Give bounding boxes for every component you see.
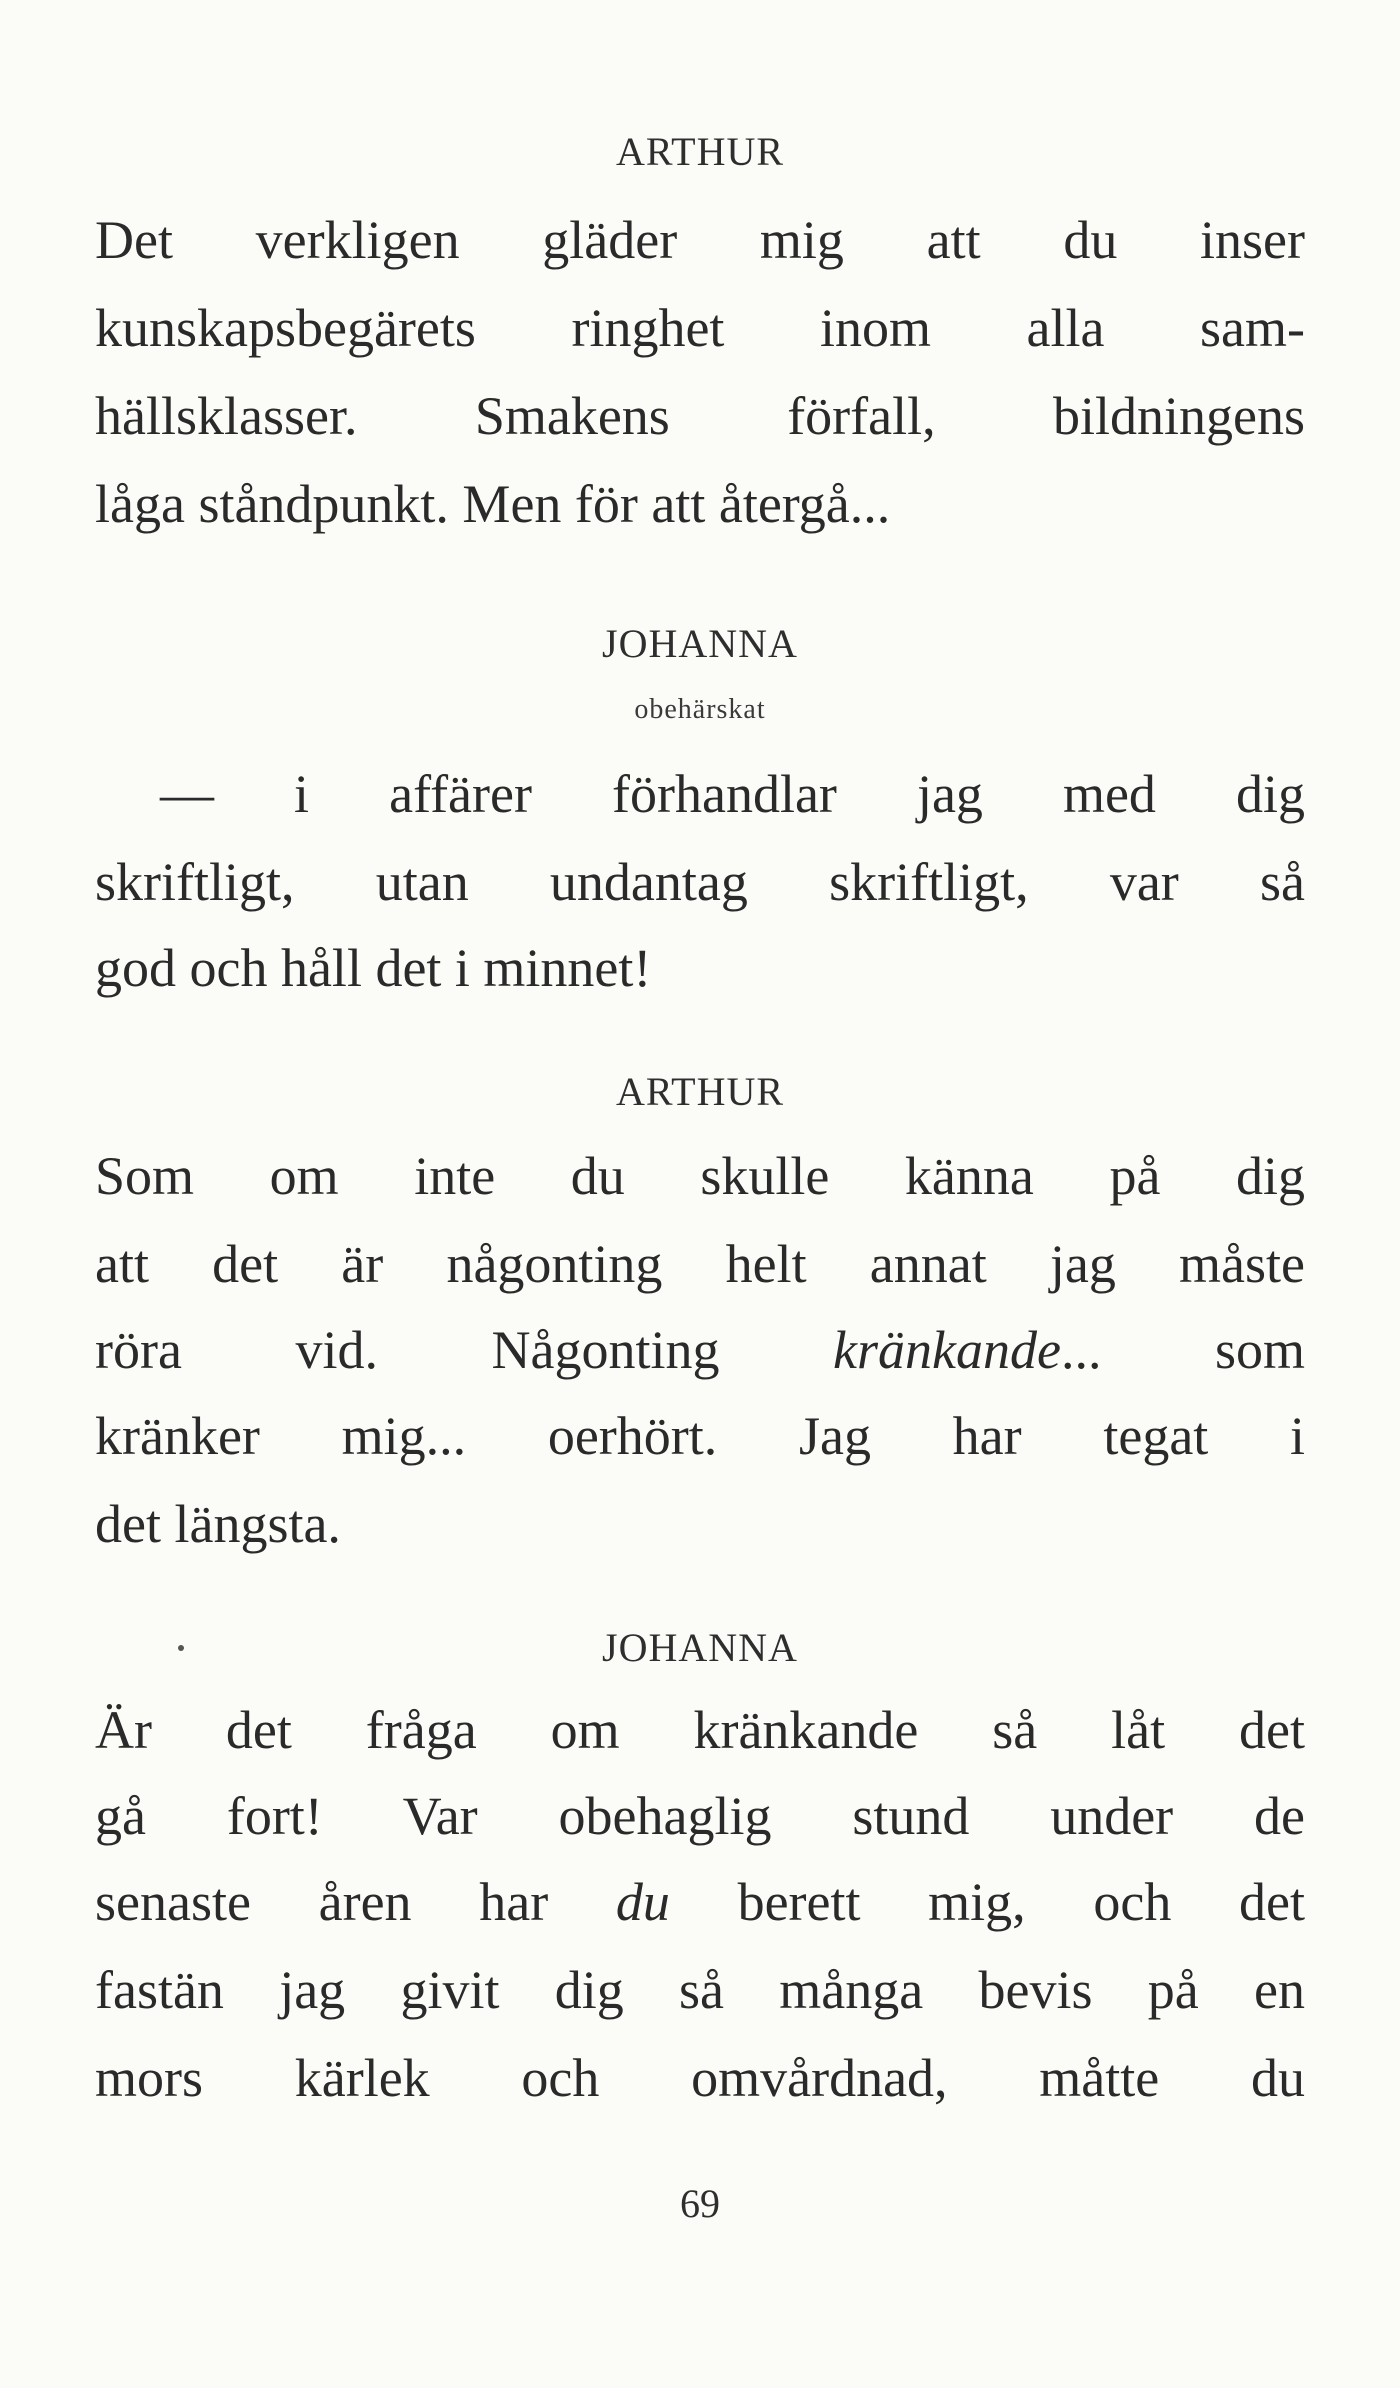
- text-line: gå fort! Var obehaglig stund under de: [95, 1786, 1305, 1846]
- speaker-name: ARTHUR: [615, 1069, 785, 1114]
- page-number: 69: [680, 2181, 720, 2226]
- text-segment: berett mig, och det: [737, 1872, 1305, 1932]
- text-line: Det verkligen gläder mig att du inser: [95, 210, 1305, 270]
- text-line: kränker mig... oerhört. Jag har tegat i: [95, 1406, 1305, 1466]
- text-line: mors kärlek och omvårdnad, måtte du: [95, 2048, 1305, 2108]
- text-segment: ... som: [1060, 1320, 1306, 1380]
- text-segment: röra vid. Någonting: [95, 1320, 720, 1380]
- text-line: att det är någonting helt annat jag måste: [95, 1234, 1305, 1294]
- text-line: [95, 1870, 1305, 1934]
- text-line: skriftligt, utan undantag skriftligt, var så: [95, 852, 1305, 912]
- stage-direction: obehärskat: [634, 694, 766, 725]
- text-line: god och håll det i minnet!: [95, 938, 652, 998]
- text-line: fastän jag givit dig så många bevis på en: [95, 1960, 1305, 2020]
- speaker-name: JOHANNA: [602, 1625, 798, 1670]
- text-line: — i affärer förhandlar jag med dig: [160, 764, 1305, 824]
- speaker-name: ARTHUR: [615, 129, 785, 174]
- italic-word: kränkande: [833, 1320, 1061, 1380]
- text-line: Är det fråga om kränkande så låt det: [95, 1700, 1305, 1760]
- text-line: kunskapsbegärets ringhet inom alla sam-: [95, 298, 1305, 358]
- text-segment: senaste åren har: [95, 1872, 549, 1932]
- speaker-name: JOHANNA: [602, 621, 798, 666]
- text-line: det längsta.: [95, 1494, 341, 1554]
- text-line: [95, 1318, 1305, 1382]
- italic-word: du: [615, 1872, 670, 1932]
- text-line: hällsklasser. Smakens förfall, bildningens: [95, 386, 1305, 446]
- text-line: Som om inte du skulle känna på dig: [95, 1146, 1305, 1206]
- text-line: låga ståndpunkt. Men för att återgå...: [95, 474, 891, 534]
